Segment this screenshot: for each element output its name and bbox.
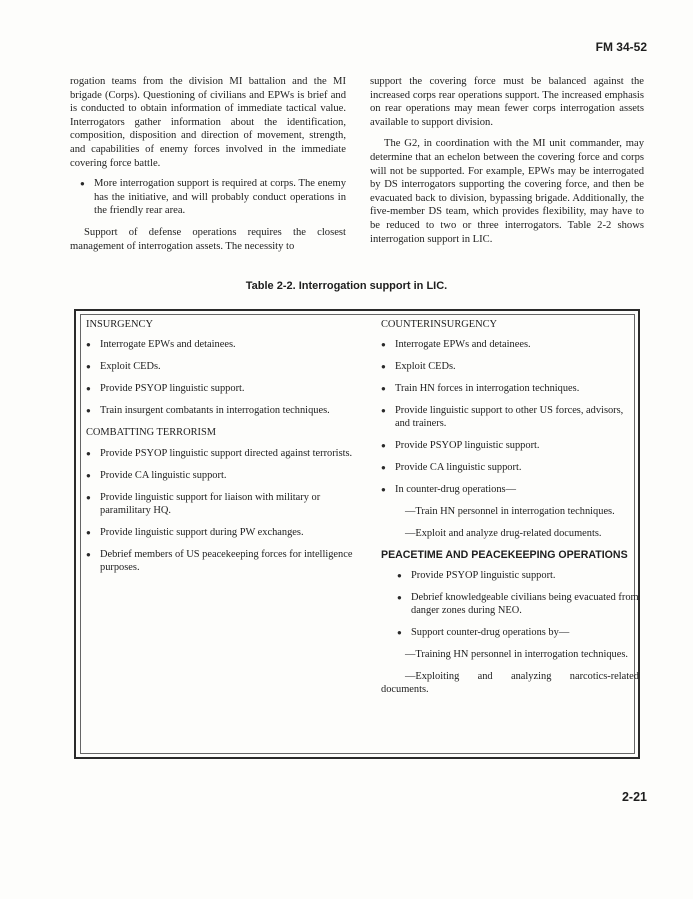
list-item (397, 569, 639, 582)
bullet-icon: ● (381, 362, 386, 371)
list-item-text: Provide PSYOP linguistic support. (395, 440, 540, 451)
bullet-icon: ● (397, 593, 402, 602)
sub-item: —Training HN personnel in interrogation techniques. (405, 649, 628, 660)
bullet-icon: ● (381, 441, 386, 450)
list-item-text: Provide linguistic support to other US forces, advisors, and trainers. (395, 405, 624, 429)
body-bullet (70, 177, 346, 218)
list-item (397, 626, 639, 639)
list-item (381, 382, 639, 395)
body-paragraph: support the covering force must be balanced against the increased corps rear operations support. The increased emphasis on rear operations may mean fewer corps interrogation assets available to support division. (370, 76, 644, 128)
list-item (86, 447, 354, 460)
list-item-text: Provide CA linguistic support. (395, 462, 522, 473)
body-right-column (370, 75, 644, 246)
table-caption: Table 2-2. Interrogation support in LIC. (245, 280, 448, 292)
list-item (381, 439, 639, 452)
bullet-icon: ● (381, 384, 386, 393)
bullet-icon: ● (86, 406, 91, 415)
bullet-icon: ● (80, 179, 85, 189)
list-item-text: Exploit CEDs. (395, 361, 456, 372)
list-item (86, 338, 354, 351)
body-paragraph: The G2, in coordination with the MI unit commander, may determine that an echelon between the covering force and corps will not be supported. For example, EPWs may be interrogated by DS interrogators supporting the covering force, and then be evacuated back to division, bypassing brigade. Additionally, the five-member DS team, which provides flexibility, may have to be reduced to two or three interrogators. Table 2-2 shows interrogation support in LIC. (370, 138, 644, 245)
running-header: FM 34-52 (595, 40, 647, 54)
bullet-icon: ● (86, 449, 91, 458)
list-item (381, 360, 639, 373)
table-left-column (86, 318, 354, 583)
sub-item: —Train HN personnel in interrogation techniques. (405, 506, 615, 517)
list-item-text: Interrogate EPWs and detainees. (395, 339, 531, 350)
list-item (86, 491, 354, 517)
bullet-icon: ● (86, 384, 91, 393)
list-item-text: Provide linguistic support for liaison with military or paramilitary HQ. (100, 492, 321, 516)
section-heading-combatting-terrorism: COMBATTING TERRORISM (86, 427, 216, 438)
body-bullet-text: More interrogation support is required at corps. The enemy has the initiative, and will probably conduct operations in the friendly rear area. (94, 178, 346, 217)
list-item (381, 483, 639, 496)
list-item-text: Train HN forces in interrogation techniques. (395, 383, 580, 394)
bullet-icon: ● (86, 362, 91, 371)
list-item (86, 548, 354, 574)
bullet-icon: ● (86, 550, 91, 559)
list-item (86, 469, 354, 482)
list-item-text: Provide PSYOP linguistic support. (100, 383, 245, 394)
bullet-icon: ● (381, 406, 386, 415)
bullet-icon: ● (397, 571, 402, 580)
bullet-icon: ● (381, 463, 386, 472)
list-item-text: Provide CA linguistic support. (100, 470, 227, 481)
bullet-icon: ● (86, 493, 91, 502)
list-item-text: Provide PSYOP linguistic support directed against terrorists. (100, 448, 353, 459)
section-heading-counterinsurgency: COUNTERINSURGENCY (381, 319, 498, 330)
bullet-icon: ● (381, 485, 386, 494)
list-item-text: Provide PSYOP linguistic support. (411, 570, 556, 581)
list-item (86, 382, 354, 395)
page-number: 2-21 (621, 790, 647, 804)
list-item-text: Debrief knowledgeable civilians being evacuated from danger zones during NEO. (411, 592, 639, 616)
list-item (86, 404, 354, 417)
list-item (381, 461, 639, 474)
sub-item: —Exploiting and analyzing narcotics-related documents. (381, 671, 639, 695)
list-item-text: Support counter-drug operations by— (411, 627, 570, 638)
list-item-text: Exploit CEDs. (100, 361, 161, 372)
list-item (381, 338, 639, 351)
body-paragraph: Support of defense operations requires the closest management of interrogation assets. The necessity to (70, 226, 346, 252)
bullet-icon: ● (86, 471, 91, 480)
body-paragraph: rogation teams from the division MI battalion and the MI brigade (Corps). Questioning of civilians and EPWs is brief and is conducted to obtain information of immediate tactical value. Interrogators gather information about the identification, composition, disposition and direction of movement, strength, and capabilities of enemy forces involved in the immediate covering force battle. (70, 76, 346, 169)
list-item (381, 404, 639, 430)
list-item-text: Interrogate EPWs and detainees. (100, 339, 236, 350)
list-item-text: Train insurgent combatants in interrogation techniques. (100, 405, 330, 416)
bullet-icon: ● (86, 340, 91, 349)
list-item-text: In counter-drug operations— (395, 484, 516, 495)
bullet-icon: ● (397, 628, 402, 637)
list-item-text: Provide linguistic support during PW exchanges. (100, 527, 304, 538)
body-left-column (70, 75, 346, 253)
list-item (397, 591, 639, 617)
list-item (86, 360, 354, 373)
sub-item: —Exploit and analyze drug-related documents. (405, 528, 602, 539)
list-item (86, 526, 354, 539)
list-item-text: Debrief members of US peacekeeping forces for intelligence purposes. (100, 549, 353, 573)
table-right-column (381, 318, 639, 705)
section-heading-insurgency: INSURGENCY (86, 319, 153, 330)
section-heading-peacetime: PEACETIME AND PEACEKEEPING OPERATIONS (381, 549, 628, 561)
bullet-icon: ● (86, 528, 91, 537)
bullet-icon: ● (381, 340, 386, 349)
interrogation-support-table (74, 309, 640, 759)
